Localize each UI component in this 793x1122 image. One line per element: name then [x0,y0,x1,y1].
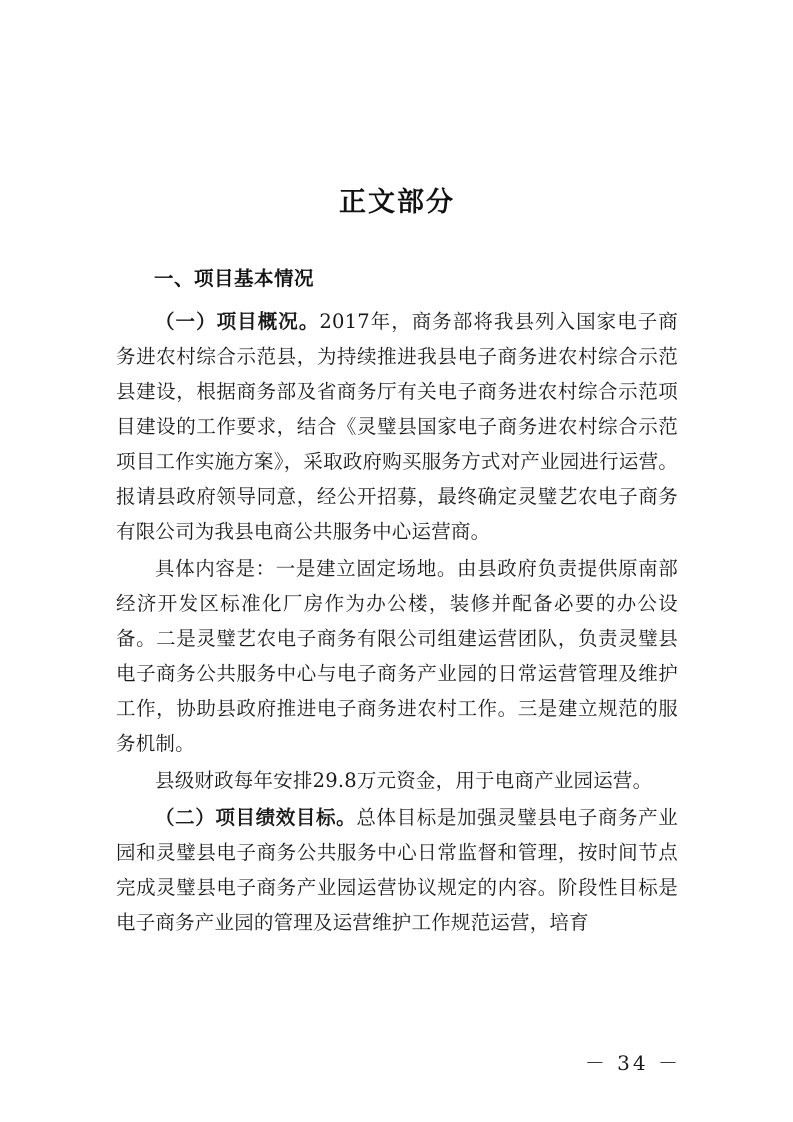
paragraph-1-lead: （一）项目概况。 [155,310,320,333]
page-title: 正文部分 [339,187,455,218]
paragraph-2 [116,551,678,761]
paragraph-1-text: 2017年，商务部将我县列入国家电子商务进农村综合示范县，为持续推进我县电子商务进农村综合示范县建设，根据商务部及省商务厅有关电子商务进农村综合示范项目建设的工作要求，结合《灵璧县国家电子商务进农村综合示范项目工作实施方案》，采取政府购买服务方式对产业园进行运营。报请县政府领导同意，经公开招募，最终确定灵璧艺农电子商务有限公司为我县电商公共服务中心运营商。 [116,310,678,543]
paragraph-3-text: 县级财政每年安排29.8万元资金，用于电商产业园运营。 [155,769,653,792]
paragraph-1 [116,304,678,549]
section-heading: 一、项目基本情况 [154,267,315,290]
paragraph-2-text: 具体内容是：一是建立固定场地。由县政府负责提供原南部经济开发区标准化厂房作为办公楼，装修并配备必要的办公设备。二是灵璧艺农电子商务有限公司组建运营团队，负责灵璧县电子商务公共服务中心与电子商务产业园的日常运营管理及维护工作，协助县政府推进电子商务进农村工作。三是建立规范的服务机制。 [116,557,678,755]
paragraph-4-lead: （二）项目绩效目标。 [155,806,357,829]
document-body [116,180,678,942]
page-number: － 34 － [584,1051,681,1075]
paragraph-4 [116,800,678,940]
paragraph-4-text: 总体目标是加强灵璧县电子商务产业园和灵璧县电子商务公共服务中心日常监督和管理，按时间节点完成灵璧县电子商务产业园运营协议规定的内容。阶段性目标是电子商务产业园的管理及运营维护工作规范运营，培育 [116,806,678,934]
paragraph-3 [116,763,678,798]
